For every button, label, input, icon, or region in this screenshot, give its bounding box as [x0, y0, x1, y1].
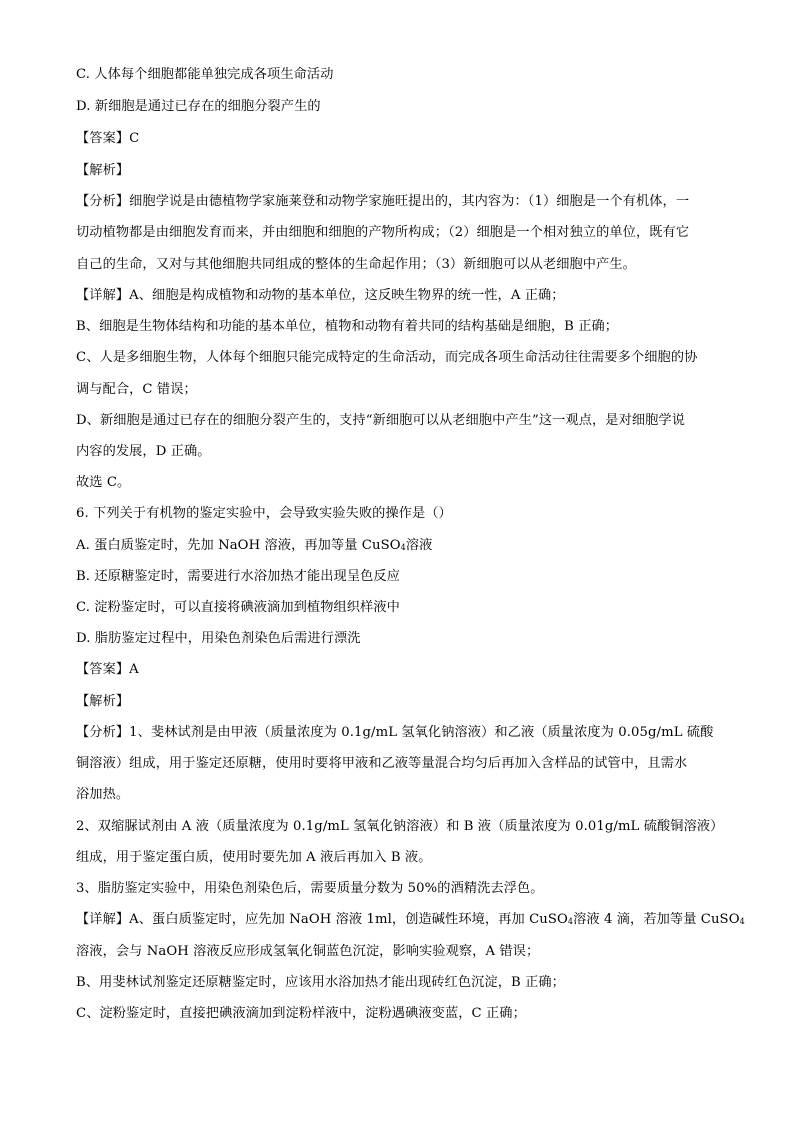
- fenxi-1-line-2: 切动植物都是由细胞发育而来，并由细胞和细胞的产物所构成；（2）细胞是一个相对独立的单位，既有它: [76, 225, 690, 240]
- question-6-option-d: D. 脂肪鉴定过程中，用染色剂染色后需进行漂洗: [76, 631, 361, 646]
- question-6-stem: 6. 下列关于有机物的鉴定实验中，会导致实验失败的操作是（）: [76, 506, 452, 521]
- subscript: 4: [400, 543, 406, 552]
- xiangjie-1-d-line-2: 内容的发展，D 正确。: [76, 444, 211, 459]
- option-a-text: A. 蛋白质鉴定时，先加 NaOH 溶液，再加等量 CuSO: [76, 538, 401, 553]
- option-c-prev: C. 人体每个细胞都能单独完成各项生命活动: [76, 67, 334, 82]
- fenxi-2-point-1-line-1: 【分析】1、斐林试剂是由甲液（质量浓度为 0.1g/mL 氢氧化钠溶液）和乙液（质量浓度为 0.05g/mL 硫酸: [76, 725, 714, 740]
- question-6-option-b: B. 还原糖鉴定时，需要进行水浴加热才能出现呈色反应: [76, 569, 400, 584]
- xiangjie-2-a-text: 【详解】A、蛋白质鉴定时，应先加 NaOH 溶液 1ml，创造碱性环境，再加 CuSO: [76, 912, 568, 927]
- answer-label-2: 【答案】A: [76, 662, 139, 677]
- question-6-option-c: C. 淀粉鉴定时，可以直接将碘液滴加到植物组织样液中: [76, 600, 400, 615]
- xiangjie-1-d-line-1: D、新细胞是通过已存在的细胞分裂产生的，支持“新细胞可以从老细胞中产生”这一观点，是对细胞学说: [76, 413, 686, 428]
- xiangjie-1-a: 【详解】A、细胞是构成植物和动物的基本单位，这反映生物界的统一性，A 正确；: [76, 288, 565, 303]
- fenxi-2-point-1-line-3: 浴加热。: [76, 787, 130, 802]
- subscript: 4: [567, 917, 574, 926]
- xiangjie-2-b: B、用斐林试剂鉴定还原糖鉴定时，应该用水浴加热才能出现砖红色沉淀，B 正确；: [76, 975, 565, 990]
- analysis-label-2: 【解析】: [76, 694, 130, 709]
- subscript: 4: [739, 917, 745, 926]
- fenxi-2-point-2-line-2: 组成，用于鉴定蛋白质，使用时要先加 A 液后再加入 B 液。: [76, 850, 432, 865]
- fenxi-2-point-3: 3、脂肪鉴定实验中，用染色剂染色后，需要质量分数为 50%的酒精洗去浮色。: [76, 881, 544, 896]
- fenxi-2-point-1-line-2: 铜溶液）组成，用于鉴定还原糖，使用时要将甲液和乙液等量混合均匀后再加入含样品的试管中，且需水: [76, 756, 688, 771]
- xiangjie-2-c: C、淀粉鉴定时，直接把碘液滴加到淀粉样液中，淀粉遇碘液变蓝，C 正确；: [76, 1006, 526, 1021]
- conclusion-1: 故选 C。: [76, 475, 131, 490]
- xiangjie-1-c-line-2: 调与配合，C 错误；: [76, 382, 197, 397]
- xiangjie-1-c-line-1: C、人是多细胞生物，人体每个细胞只能完成特定的生命活动，而完成各项生命活动往往需要多个细胞的协: [76, 350, 698, 365]
- fenxi-2-point-2-line-1: 2、双缩脲试剂由 A 液（质量浓度为 0.1g/mL 氢氧化钠溶液）和 B 液（质量浓度为 0.01g/mL 硫酸铜溶液）: [76, 819, 724, 834]
- fenxi-1-line-3: 自己的生命，又对与其他细胞共同组成的整体的生命起作用；（3）新细胞可以从老细胞中产生。: [76, 257, 636, 272]
- xiangjie-2-a-line-1: [76, 911, 745, 929]
- xiangjie-2-a-mid: 溶液 4 滴，若加等量 CuSO: [573, 912, 740, 927]
- question-6-option-a: [76, 537, 432, 555]
- answer-label-1: 【答案】C: [76, 131, 140, 146]
- option-d-prev: D. 新细胞是通过已存在的细胞分裂产生的: [76, 99, 321, 114]
- xiangjie-2-a-line-2: 溶液，会与 NaOH 溶液反应形成氢氧化铜蓝色沉淀，影响实验观察，A 错误；: [76, 944, 540, 959]
- analysis-label-1: 【解析】: [76, 163, 130, 178]
- fenxi-1-line-1: 【分析】细胞学说是由德植物学家施莱登和动物学家施旺提出的，其内容为：（1）细胞是一个有机体，一: [76, 194, 690, 209]
- option-a-suffix: 溶液: [405, 538, 433, 553]
- xiangjie-1-b: B、细胞是生物体结构和功能的基本单位，植物和动物有着共同的结构基础是细胞，B 正确；: [76, 319, 619, 334]
